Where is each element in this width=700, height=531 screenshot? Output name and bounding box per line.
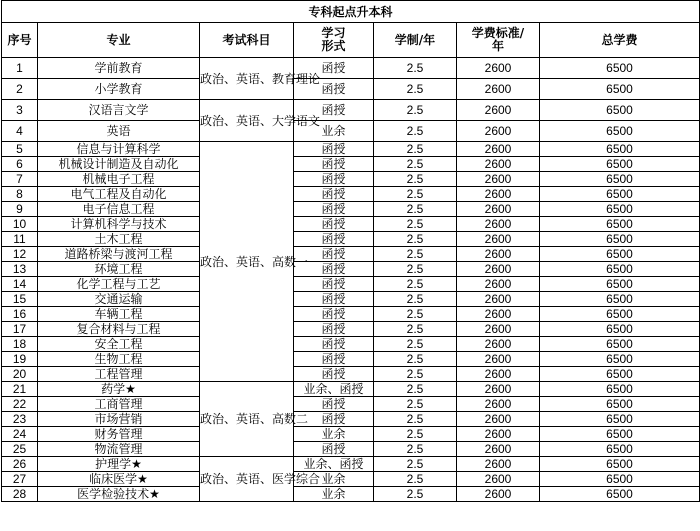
table-row bbox=[2, 232, 700, 247]
row-fee-standard: 2600 bbox=[457, 382, 540, 397]
table-row bbox=[2, 352, 700, 367]
row-index: 13 bbox=[2, 262, 38, 277]
row-fee-standard: 2600 bbox=[457, 352, 540, 367]
table-row bbox=[2, 262, 700, 277]
row-fee-standard: 2600 bbox=[457, 337, 540, 352]
row-major: 环境工程 bbox=[38, 262, 200, 277]
row-fee-standard: 2600 bbox=[457, 292, 540, 307]
row-total-fee: 6500 bbox=[540, 277, 700, 292]
row-duration: 2.5 bbox=[374, 217, 457, 232]
row-exam-subjects: 政治、英语、医学综合 bbox=[200, 457, 294, 502]
row-total-fee: 6500 bbox=[540, 262, 700, 277]
row-major: 机械设计制造及自动化 bbox=[38, 157, 200, 172]
row-study-form: 业余、函授 bbox=[294, 382, 374, 397]
row-index: 12 bbox=[2, 247, 38, 262]
row-fee-standard: 2600 bbox=[457, 217, 540, 232]
row-study-form: 业余 bbox=[294, 487, 374, 502]
row-index: 24 bbox=[2, 427, 38, 442]
header-total-fee: 总学费 bbox=[540, 23, 700, 58]
row-duration: 2.5 bbox=[374, 79, 457, 100]
row-major: 财务管理 bbox=[38, 427, 200, 442]
row-total-fee: 6500 bbox=[540, 232, 700, 247]
row-duration: 2.5 bbox=[374, 442, 457, 457]
row-study-form: 函授 bbox=[294, 142, 374, 157]
tuition-table bbox=[1, 0, 700, 502]
header-fee-standard: 学费标准/ 年 bbox=[457, 23, 540, 58]
row-duration: 2.5 bbox=[374, 58, 457, 79]
row-duration: 2.5 bbox=[374, 487, 457, 502]
row-index: 19 bbox=[2, 352, 38, 367]
row-duration: 2.5 bbox=[374, 121, 457, 142]
header-duration: 学制/年 bbox=[374, 23, 457, 58]
row-major: 信息与计算科学 bbox=[38, 142, 200, 157]
row-duration: 2.5 bbox=[374, 397, 457, 412]
table-row bbox=[2, 247, 700, 262]
table-row bbox=[2, 157, 700, 172]
row-major: 道路桥梁与渡河工程 bbox=[38, 247, 200, 262]
row-duration: 2.5 bbox=[374, 367, 457, 382]
header-study-form: 学习 形式 bbox=[294, 23, 374, 58]
row-fee-standard: 2600 bbox=[457, 262, 540, 277]
row-fee-standard: 2600 bbox=[457, 157, 540, 172]
row-index: 23 bbox=[2, 412, 38, 427]
row-total-fee: 6500 bbox=[540, 487, 700, 502]
row-total-fee: 6500 bbox=[540, 352, 700, 367]
row-total-fee: 6500 bbox=[540, 427, 700, 442]
row-study-form: 函授 bbox=[294, 412, 374, 427]
row-index: 26 bbox=[2, 457, 38, 472]
row-study-form: 函授 bbox=[294, 307, 374, 322]
table-row bbox=[2, 58, 700, 79]
row-index: 10 bbox=[2, 217, 38, 232]
row-study-form: 函授 bbox=[294, 262, 374, 277]
row-fee-standard: 2600 bbox=[457, 187, 540, 202]
table-row bbox=[2, 187, 700, 202]
table-row bbox=[2, 457, 700, 472]
row-index: 18 bbox=[2, 337, 38, 352]
row-study-form: 函授 bbox=[294, 232, 374, 247]
row-duration: 2.5 bbox=[374, 247, 457, 262]
row-exam-subjects: 政治、英语、教育理论 bbox=[200, 58, 294, 100]
row-index: 7 bbox=[2, 172, 38, 187]
table-row bbox=[2, 79, 700, 100]
row-fee-standard: 2600 bbox=[457, 202, 540, 217]
row-exam-subjects: 政治、英语、大学语文 bbox=[200, 100, 294, 142]
row-major: 医学检验技术★ bbox=[38, 487, 200, 502]
row-fee-standard: 2600 bbox=[457, 322, 540, 337]
row-major: 机械电子工程 bbox=[38, 172, 200, 187]
row-fee-standard: 2600 bbox=[457, 277, 540, 292]
table-row bbox=[2, 292, 700, 307]
row-study-form: 函授 bbox=[294, 187, 374, 202]
row-study-form: 函授 bbox=[294, 397, 374, 412]
row-major: 生物工程 bbox=[38, 352, 200, 367]
row-study-form: 函授 bbox=[294, 322, 374, 337]
row-fee-standard: 2600 bbox=[457, 247, 540, 262]
row-duration: 2.5 bbox=[374, 472, 457, 487]
row-major: 工商管理 bbox=[38, 397, 200, 412]
row-duration: 2.5 bbox=[374, 457, 457, 472]
row-study-form: 函授 bbox=[294, 442, 374, 457]
row-index: 9 bbox=[2, 202, 38, 217]
row-duration: 2.5 bbox=[374, 382, 457, 397]
row-study-form: 函授 bbox=[294, 352, 374, 367]
row-major: 护理学★ bbox=[38, 457, 200, 472]
row-duration: 2.5 bbox=[374, 427, 457, 442]
row-duration: 2.5 bbox=[374, 202, 457, 217]
row-index: 5 bbox=[2, 142, 38, 157]
row-duration: 2.5 bbox=[374, 322, 457, 337]
row-total-fee: 6500 bbox=[540, 172, 700, 187]
row-study-form: 函授 bbox=[294, 217, 374, 232]
table-row bbox=[2, 217, 700, 232]
row-index: 14 bbox=[2, 277, 38, 292]
row-study-form: 函授 bbox=[294, 337, 374, 352]
row-study-form: 函授 bbox=[294, 367, 374, 382]
row-index: 22 bbox=[2, 397, 38, 412]
row-fee-standard: 2600 bbox=[457, 487, 540, 502]
row-total-fee: 6500 bbox=[540, 337, 700, 352]
row-study-form: 函授 bbox=[294, 277, 374, 292]
table-row bbox=[2, 427, 700, 442]
row-major: 小学教育 bbox=[38, 79, 200, 100]
table-row bbox=[2, 307, 700, 322]
row-fee-standard: 2600 bbox=[457, 58, 540, 79]
row-major: 安全工程 bbox=[38, 337, 200, 352]
row-major: 市场营销 bbox=[38, 412, 200, 427]
row-fee-standard: 2600 bbox=[457, 79, 540, 100]
row-major: 计算机科学与技术 bbox=[38, 217, 200, 232]
row-fee-standard: 2600 bbox=[457, 367, 540, 382]
row-total-fee: 6500 bbox=[540, 79, 700, 100]
row-study-form: 业余 bbox=[294, 427, 374, 442]
row-total-fee: 6500 bbox=[540, 100, 700, 121]
row-duration: 2.5 bbox=[374, 142, 457, 157]
row-total-fee: 6500 bbox=[540, 457, 700, 472]
row-total-fee: 6500 bbox=[540, 202, 700, 217]
row-duration: 2.5 bbox=[374, 352, 457, 367]
row-fee-standard: 2600 bbox=[457, 307, 540, 322]
row-index: 1 bbox=[2, 58, 38, 79]
row-duration: 2.5 bbox=[374, 337, 457, 352]
table-row bbox=[2, 442, 700, 457]
row-total-fee: 6500 bbox=[540, 157, 700, 172]
row-index: 6 bbox=[2, 157, 38, 172]
row-fee-standard: 2600 bbox=[457, 397, 540, 412]
header-exam: 考试科目 bbox=[200, 23, 294, 58]
row-fee-standard: 2600 bbox=[457, 412, 540, 427]
row-major: 工程管理 bbox=[38, 367, 200, 382]
table-row bbox=[2, 397, 700, 412]
row-major: 汉语言文学 bbox=[38, 100, 200, 121]
row-duration: 2.5 bbox=[374, 262, 457, 277]
row-duration: 2.5 bbox=[374, 187, 457, 202]
row-index: 17 bbox=[2, 322, 38, 337]
row-major: 临床医学★ bbox=[38, 472, 200, 487]
row-index: 20 bbox=[2, 367, 38, 382]
row-major: 电子信息工程 bbox=[38, 202, 200, 217]
table-row bbox=[2, 277, 700, 292]
row-total-fee: 6500 bbox=[540, 412, 700, 427]
row-major: 复合材料与工程 bbox=[38, 322, 200, 337]
row-total-fee: 6500 bbox=[540, 397, 700, 412]
row-duration: 2.5 bbox=[374, 412, 457, 427]
row-total-fee: 6500 bbox=[540, 187, 700, 202]
row-index: 3 bbox=[2, 100, 38, 121]
row-duration: 2.5 bbox=[374, 232, 457, 247]
row-major: 土木工程 bbox=[38, 232, 200, 247]
row-total-fee: 6500 bbox=[540, 121, 700, 142]
row-exam-subjects: 政治、英语、高数二 bbox=[200, 382, 294, 457]
row-fee-standard: 2600 bbox=[457, 100, 540, 121]
row-fee-standard: 2600 bbox=[457, 442, 540, 457]
row-study-form: 函授 bbox=[294, 292, 374, 307]
row-index: 15 bbox=[2, 292, 38, 307]
table-row bbox=[2, 322, 700, 337]
row-total-fee: 6500 bbox=[540, 292, 700, 307]
row-duration: 2.5 bbox=[374, 100, 457, 121]
row-study-form: 函授 bbox=[294, 202, 374, 217]
table-row bbox=[2, 487, 700, 502]
row-fee-standard: 2600 bbox=[457, 142, 540, 157]
row-major: 英语 bbox=[38, 121, 200, 142]
row-index: 2 bbox=[2, 79, 38, 100]
row-total-fee: 6500 bbox=[540, 142, 700, 157]
row-study-form: 业余 bbox=[294, 121, 374, 142]
table-row bbox=[2, 142, 700, 157]
table-row bbox=[2, 412, 700, 427]
row-total-fee: 6500 bbox=[540, 247, 700, 262]
row-major: 化学工程与工艺 bbox=[38, 277, 200, 292]
row-index: 28 bbox=[2, 487, 38, 502]
row-duration: 2.5 bbox=[374, 172, 457, 187]
row-index: 16 bbox=[2, 307, 38, 322]
row-study-form: 业余 bbox=[294, 472, 374, 487]
table-row bbox=[2, 472, 700, 487]
row-study-form: 函授 bbox=[294, 247, 374, 262]
row-major: 物流管理 bbox=[38, 442, 200, 457]
header-major: 专业 bbox=[38, 23, 200, 58]
table-row bbox=[2, 382, 700, 397]
row-study-form: 函授 bbox=[294, 157, 374, 172]
row-index: 27 bbox=[2, 472, 38, 487]
row-study-form: 函授 bbox=[294, 79, 374, 100]
row-fee-standard: 2600 bbox=[457, 121, 540, 142]
table-title: 专科起点升本科 bbox=[2, 1, 700, 23]
row-duration: 2.5 bbox=[374, 292, 457, 307]
header-row bbox=[2, 23, 700, 58]
row-major: 药学★ bbox=[38, 382, 200, 397]
table-row bbox=[2, 100, 700, 121]
table-row bbox=[2, 172, 700, 187]
row-major: 车辆工程 bbox=[38, 307, 200, 322]
row-study-form: 函授 bbox=[294, 100, 374, 121]
row-total-fee: 6500 bbox=[540, 382, 700, 397]
row-major: 交通运输 bbox=[38, 292, 200, 307]
header-index: 序号 bbox=[2, 23, 38, 58]
row-fee-standard: 2600 bbox=[457, 472, 540, 487]
table-row bbox=[2, 121, 700, 142]
row-duration: 2.5 bbox=[374, 307, 457, 322]
row-index: 8 bbox=[2, 187, 38, 202]
row-index: 11 bbox=[2, 232, 38, 247]
table-row bbox=[2, 337, 700, 352]
row-fee-standard: 2600 bbox=[457, 172, 540, 187]
row-study-form: 函授 bbox=[294, 172, 374, 187]
table-row bbox=[2, 202, 700, 217]
row-total-fee: 6500 bbox=[540, 472, 700, 487]
row-fee-standard: 2600 bbox=[457, 427, 540, 442]
row-total-fee: 6500 bbox=[540, 307, 700, 322]
row-exam-subjects: 政治、英语、高数一 bbox=[200, 142, 294, 382]
row-major: 电气工程及自动化 bbox=[38, 187, 200, 202]
row-total-fee: 6500 bbox=[540, 367, 700, 382]
row-total-fee: 6500 bbox=[540, 442, 700, 457]
row-duration: 2.5 bbox=[374, 157, 457, 172]
row-total-fee: 6500 bbox=[540, 217, 700, 232]
row-index: 21 bbox=[2, 382, 38, 397]
row-total-fee: 6500 bbox=[540, 58, 700, 79]
row-total-fee: 6500 bbox=[540, 322, 700, 337]
row-major: 学前教育 bbox=[38, 58, 200, 79]
row-study-form: 业余、函授 bbox=[294, 457, 374, 472]
row-fee-standard: 2600 bbox=[457, 232, 540, 247]
row-study-form: 函授 bbox=[294, 58, 374, 79]
row-index: 25 bbox=[2, 442, 38, 457]
row-fee-standard: 2600 bbox=[457, 457, 540, 472]
row-index: 4 bbox=[2, 121, 38, 142]
row-duration: 2.5 bbox=[374, 277, 457, 292]
table-row bbox=[2, 367, 700, 382]
